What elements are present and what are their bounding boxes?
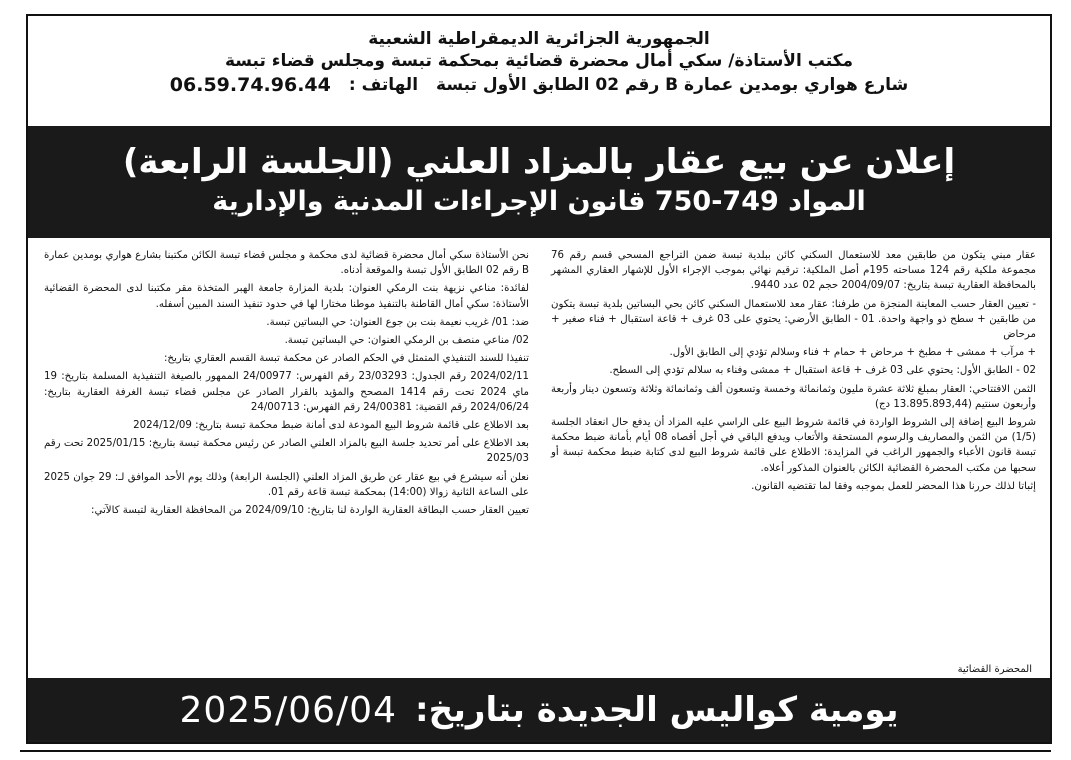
paragraph: لفائدة: مناعي نزيهة بنت الرمكي العنوان: بلدية المزارة جامعة الهبر المتخذة مقر مكتبنا لدى المحضرة القضائية الأستاذة: سكي أمال القاطنة بالتنفيذ موطنا مختارا لها في حدود تنفيذ السند المبين أسفله. — [44, 283, 529, 310]
phone-label: الهاتف : — [348, 75, 419, 95]
footer-banner — [28, 678, 1050, 742]
paragraph: بعد الاطلاع على قائمة شروط البيع المودعة لدى أمانة ضبط محكمة تبسة بتاريخ: 2024/12/09 — [133, 420, 529, 432]
paragraph: 2024/02/11 رقم الجدول: 23/03293 رقم الفهرس: 24/00977 الممهور بالصيغة التنفيذية المسلمة بتاريخ: 19 ماي 2024 تحت رقم 1414 المصحح والمؤيد بالقرار الصادر عن مجلس قضاء تبسة الغرفة العقارية بتاريخ: 2024/06/24 رقم القضية: 24/00381 رقم الفهرس: 24/00713 — [44, 371, 529, 413]
announcement-subtitle: المواد 749-750 قانون الإجراءات المدنية والإدارية — [212, 186, 866, 217]
paragraph: 02 - الطابق الأول: يحتوي على 03 غرف + قاعة استقبال + ممشى وفناء به سلالم تؤدي إلى السطح. — [609, 365, 1036, 377]
paragraph: بعد الاطلاع على أمر تحديد جلسة البيع بالمزاد العلني الصادر عن رئيس محكمة تبسة بتاريخ: 2025/01/15 تحت رقم 2025/03 — [44, 438, 529, 465]
paragraph: نحن الأستاذة سكي أمال محضرة قضائية لدى محكمة و مجلس قضاء تبسة الكائن مكتبنا بشارع هواري بومدين عمارة B رقم 02 الطابق الأول تبسة والموقعة أدناه. — [44, 250, 529, 277]
title-banner — [28, 126, 1050, 238]
paragraph: عقار مبني يتكون من طابقين معد للاستعمال السكني كائن ببلدية تبسة ضمن التراجع المسحي قسم رقم 76 مجموعة ملكية رقم 124 مساحته 195م أصل الملكية: ترقيم نهائي بموجب الإجراء الأول للإشهار العقاري المشهر بالمحافظة العقارية تبسة بتاريخ: 2004/09/07 حجم 02 عدد 9440. — [551, 250, 1036, 292]
paragraph: إثباتا لذلك حررنا هذا المحضر للعمل بموجبه وفقا لما تقتضيه القانون. — [751, 480, 1036, 492]
right-column — [44, 248, 529, 668]
office-address-line — [28, 72, 1050, 98]
publication-label: يومية كواليس الجديدة بتاريخ: — [415, 690, 899, 730]
body-columns — [44, 248, 1036, 668]
paragraph: شروط البيع إضافة إلى الشروط الواردة في قائمة شروط البيع على الراسي عليه المزاد أن يدفع حال انعقاد الجلسة (1/5) من الثمن والمصاريف والرسوم المستحقة والأتعاب ويدفع الباقي في أجل أقصاه 08 أيام بأمانة ضبط محكمة تبسة قانون الأعباء والجمهور الراغب في المزايدة: الاطلاع على قائمة شروط البيع لدى كتابة ضبط محكمة تبسة أو سحبها من مكتب المحضرة القضائية الكائن بالعنوان المذكور أعلاه. — [551, 417, 1037, 474]
paragraph: ضد: 01/ غريب نعيمة بنت بن جوع العنوان: حي البساتين تبسة. — [266, 316, 529, 328]
publication-date: 2025/06/04 — [179, 689, 397, 731]
paragraph: - تعيين العقار حسب المعاينة المنجزة من طرفنا: عقار معد للاستعمال السكني كائن بحي البساتين بلدية تبسة يتكون من طابقين + سطح ذو واجهة واحدة. 01 - الطابق الأرضي: يحتوي على 03 غرف + قاعة استقبال + فناء صغير + مرحاض — [551, 298, 1037, 341]
left-column — [551, 248, 1036, 668]
bottom-divider — [20, 750, 1051, 752]
office-header — [28, 20, 1050, 125]
paragraph: الثمن الافتتاحي: العقار بمبلغ ثلاثة عشرة مليون وثمانمائة وخمسة وتسعون ألف وثمانمائة وثلاثة وتسعون دينار وأربعة وأربعون سنتيم (13.895.893,44 دج) — [551, 383, 1036, 410]
phone-number: 06.59.74.96.44 — [169, 74, 331, 96]
paragraph: تنفيذا للسند التنفيذي المتمثل في الحكم الصادر عن محكمة تبسة القسم العقاري بتاريخ: — [163, 353, 529, 365]
announcement-title: إعلان عن بيع عقار بالمزاد العلني (الجلسة الرابعة) — [122, 142, 956, 182]
office-name: مكتب الأستاذة/ سكي أمال محضرة قضائية بمحكمة تبسة ومجلس قضاء تبسة — [224, 51, 854, 71]
paragraph: تعيين العقار حسب البطاقة العقارية الواردة لنا بتاريخ: 2024/09/10 من المحافظة العقارية لتبسة كالآتي: — [91, 505, 529, 517]
paragraph: نعلن أنه سيشرع في بيع عقار عن طريق المزاد العلني (الجلسة الرابعة) وذلك يوم الأحد الموافق لـ: 29 جوان 2025 على الساعة الثانية زوالا (14:00) بمحكمة تبسة قاعة رقم 01. — [44, 471, 529, 498]
paragraph: 02/ مناعي منصف بن الرمكي العنوان: حي البساتين تبسة. — [284, 335, 529, 347]
signature-right: المحضرة القضائية — [957, 664, 1032, 675]
announcement-frame — [26, 14, 1052, 744]
paragraph: + مرآب + ممشى + مطبخ + مرحاض + حمام + فناء وسلالم تؤدي إلى الطابق الأول. — [669, 347, 1036, 359]
country-name: الجمهورية الجزائرية الديمقراطية الشعبية — [368, 29, 710, 49]
office-address: شارع هواري بومدين عمارة B رقم 02 الطابق الأول تبسة — [436, 75, 909, 95]
